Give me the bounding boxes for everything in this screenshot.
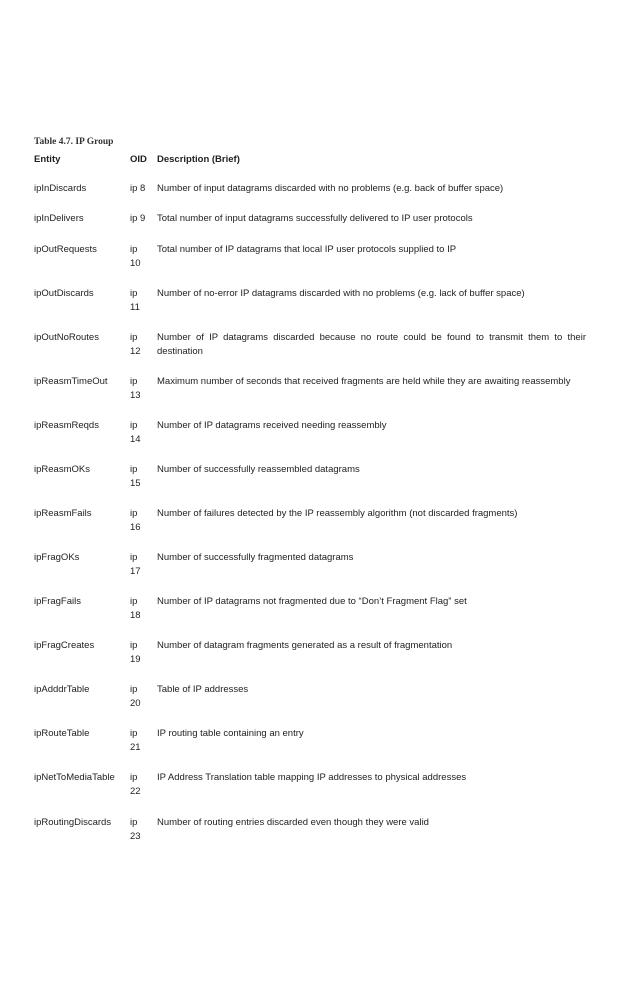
description-cell: Number of routing entries discarded even though they were valid [157,817,429,828]
description-cell: Number of successfully fragmented datagrams [157,552,354,563]
oid-cell: ip 18 [130,596,141,621]
entity-cell: ipReasmTimeOut [34,376,108,387]
oid-cell: ip 15 [130,464,141,489]
description-cell: Number of IP datagrams received needing reassembly [157,420,387,431]
entity-cell: ipReasmFails [34,508,92,519]
oid-cell: ip 11 [130,288,140,313]
description-cell: Table of IP addresses [157,684,249,695]
entity-cell: ipRoutingDiscards [34,817,112,828]
entity-cell: ipFragCreates [34,640,95,651]
description-cell: Maximum number of seconds that received fragments are held while they are awaiting reassembly [157,376,571,387]
entity-cell: ipReasmReqds [34,420,99,431]
description-cell: Number of successfully reassembled datagrams [157,464,360,475]
entity-cell: ipFragFails [34,596,81,607]
entity-cell: ipInDelivers [34,213,84,224]
description-cell: Number of input datagrams discarded with no problems (e.g. back of buffer space) [157,183,504,194]
oid-cell: ip 23 [130,817,141,842]
entity-cell: ipFragOKs [34,552,80,563]
description-cell: Number of datagram fragments generated as a result of fragmentation [157,640,453,651]
description-cell: IP Address Translation table mapping IP addresses to physical addresses [157,772,467,783]
entity-cell: ipInDiscards [34,183,87,194]
entity-cell: ipNetToMediaTable [34,772,115,783]
oid-cell: ip 12 [130,332,141,357]
entity-cell: ipAdddrTable [34,684,90,695]
header-description: Description (Brief) [157,154,240,165]
description-cell: Number of failures detected by the IP reassembly algorithm (not discarded fragments) [157,508,518,519]
oid-cell: ip 22 [130,772,141,797]
table-caption: Table 4.7. IP Group [34,137,114,147]
table-header-row [34,153,594,167]
oid-cell: ip 8 [130,183,146,194]
header-oid: OID [130,154,147,165]
description-cell: Number of no-error IP datagrams discarded with no problems (e.g. lack of buffer space) [157,288,525,299]
entity-cell: ipOutDiscards [34,288,94,299]
oid-cell: ip 13 [130,376,141,401]
oid-cell: ip 10 [130,244,141,269]
oid-cell: ip 14 [130,420,141,445]
description-cell: Number of IP datagrams discarded because no route could be found to transmit them to their destination [157,332,586,357]
oid-cell: ip 19 [130,640,141,665]
description-cell: IP routing table containing an entry [157,728,304,739]
oid-cell: ip 16 [130,508,141,533]
oid-cell: ip 20 [130,684,141,709]
description-cell: Total number of input datagrams successfully delivered to IP user protocols [157,213,473,224]
header-entity: Entity [34,154,61,165]
entity-cell: ipOutNoRoutes [34,332,99,343]
oid-cell: ip 9 [130,213,146,224]
oid-cell: ip 21 [130,728,141,753]
entity-cell: ipOutRequests [34,244,97,255]
entity-cell: ipRouteTable [34,728,90,739]
description-cell: Number of IP datagrams not fragmented due to “Don’t Fragment Flag” set [157,596,467,607]
oid-cell: ip 17 [130,552,141,577]
entity-cell: ipReasmOKs [34,464,90,475]
description-cell: Total number of IP datagrams that local IP user protocols supplied to IP [157,244,457,255]
